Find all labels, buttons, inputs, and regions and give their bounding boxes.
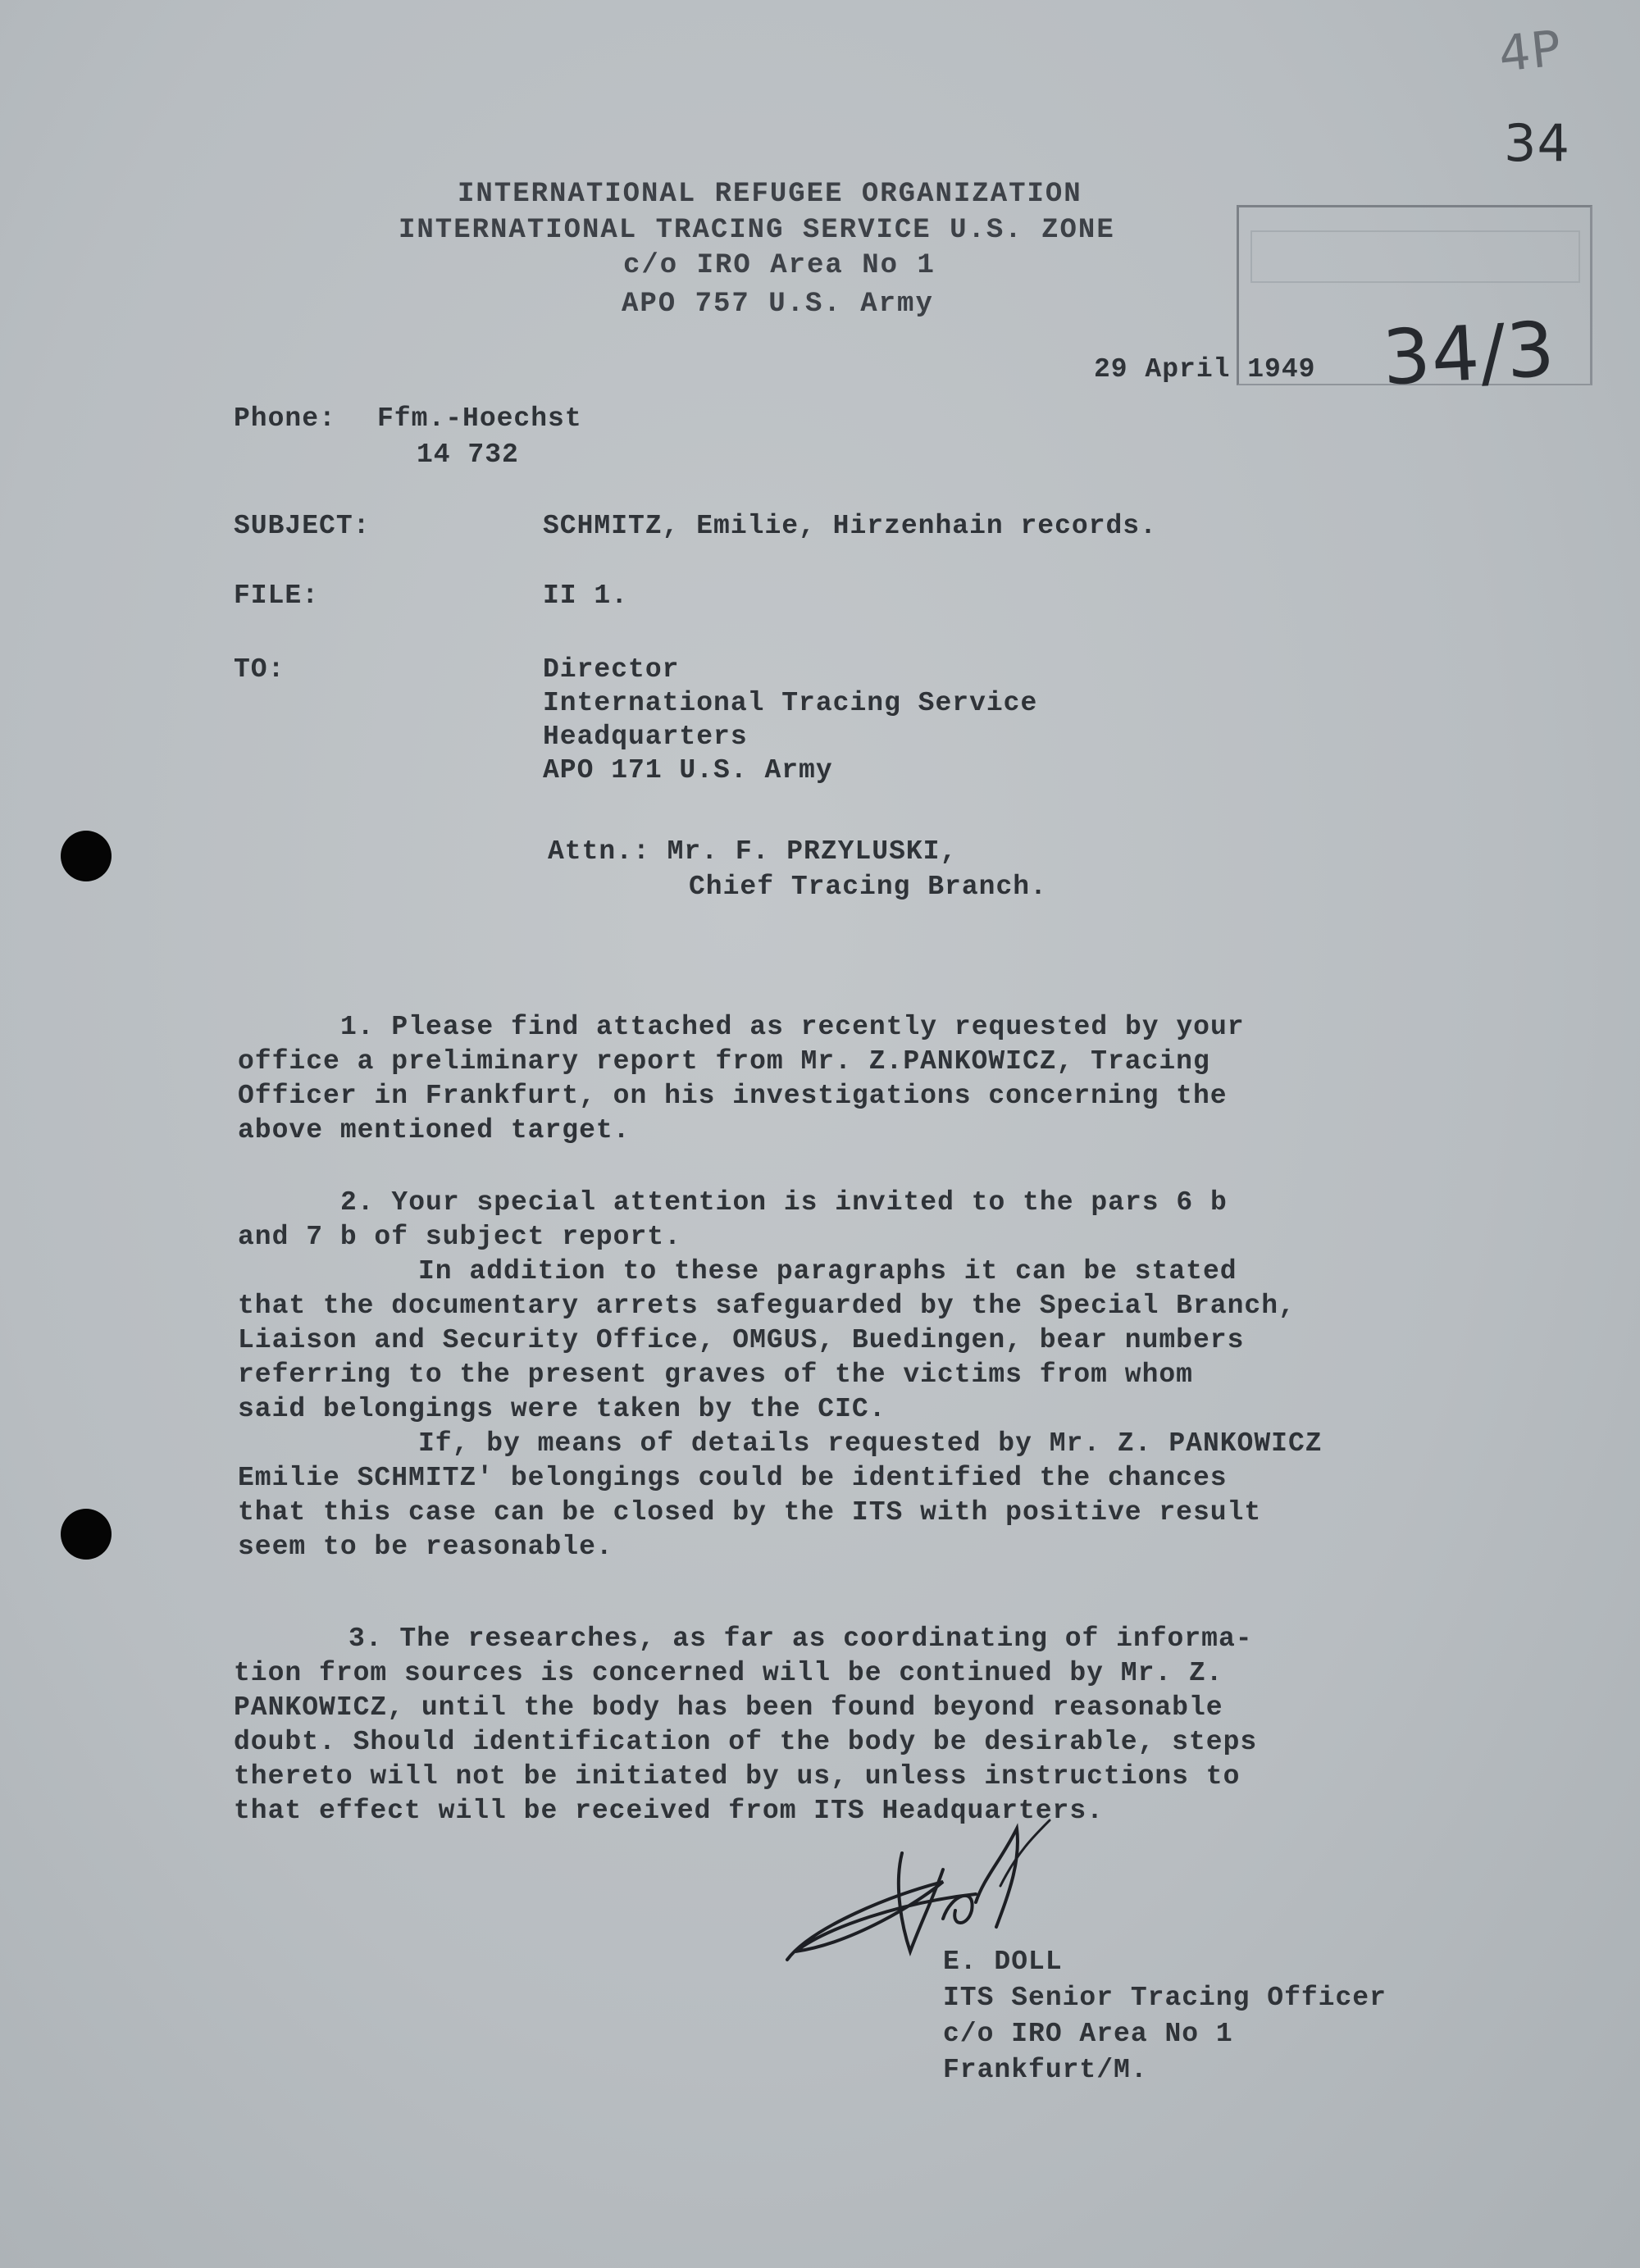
phone-number: 14 732 [417, 439, 519, 470]
paragraph-line: and 7 b of subject report. [238, 1222, 681, 1252]
handwritten-signature [779, 1804, 1058, 1968]
paragraph-line: that the documentary arrets safeguarded by the Special Branch, [238, 1291, 1296, 1321]
paragraph-line: above mentioned target. [238, 1115, 631, 1145]
page-number: 34 [1504, 113, 1570, 173]
paragraph-line: Officer in Frankfurt, on his investigations concerning the [238, 1081, 1228, 1111]
paragraph-line: Liaison and Security Office, OMGUS, Buedingen, bear numbers [238, 1325, 1245, 1355]
recipient-line: APO 171 U.S. Army [543, 755, 833, 786]
paragraph-line: 1. Please find attached as recently requested by your [340, 1012, 1245, 1042]
header-line-1: INTERNATIONAL REFUGEE ORGANIZATION [458, 179, 1082, 210]
recipient-address [543, 654, 1037, 786]
paragraph-3 [234, 1622, 1257, 1829]
recipient-line: Director [543, 654, 680, 685]
signatory-title: ITS Senior Tracing Officer [943, 1983, 1387, 2013]
paragraph-line: If, by means of details requested by Mr. Z. PANKOWICZ [418, 1428, 1323, 1459]
phone-label: Phone: [234, 403, 336, 434]
file-number-handwritten: 34/3 [1380, 305, 1558, 403]
punch-hole-top [61, 831, 112, 881]
to-label: TO: [234, 654, 285, 685]
paragraph-line: doubt. Should identification of the body be desirable, steps [234, 1727, 1258, 1757]
subject-value: SCHMITZ, Emilie, Hirzenhain records. [543, 511, 1157, 541]
subject-label: SUBJECT: [234, 511, 371, 541]
attention-line: Attn.: Mr. F. PRZYLUSKI, [548, 836, 958, 867]
attention-title: Chief Tracing Branch. [689, 872, 1047, 902]
phone-exchange: Ffm.-Hoechst [377, 403, 582, 434]
paragraph-line: that this case can be closed by the ITS with positive result [238, 1497, 1262, 1528]
paragraph-line: office a preliminary report from Mr. Z.PANKOWICZ, Tracing [238, 1046, 1210, 1077]
paragraph-line: In addition to these paragraphs it can be stated [418, 1256, 1237, 1287]
paragraph-line: said belongings were taken by the CIC. [238, 1394, 886, 1424]
header-line-3: c/o IRO Area No 1 [623, 250, 936, 281]
signatory-city: Frankfurt/M. [943, 2055, 1148, 2085]
paragraph-line: referring to the present graves of the victims from whom [238, 1359, 1193, 1390]
header-line-4: APO 757 U.S. Army [622, 289, 934, 320]
signatory-office: c/o IRO Area No 1 [943, 2019, 1233, 2049]
paragraph-line: 2. Your special attention is invited to the pars 6 b [340, 1187, 1228, 1218]
paragraph-line: tion from sources is concerned will be continued by Mr. Z. [234, 1658, 1223, 1688]
paragraph-line: thereto will not be initiated by us, unless instructions to [234, 1761, 1241, 1792]
paragraph-line: Emilie SCHMITZ' belongings could be identified the chances [238, 1463, 1228, 1493]
corner-pencil-mark: 4P [1496, 20, 1565, 84]
paragraph-line: 3. The researches, as far as coordinating of informa- [348, 1624, 1253, 1654]
paragraph-line: seem to be reasonable. [238, 1532, 613, 1562]
recipient-line: Headquarters [543, 722, 748, 752]
letter-date: 29 April 1949 [1094, 354, 1316, 385]
header-line-2: INTERNATIONAL TRACING SERVICE U.S. ZONE [399, 215, 1115, 246]
paragraph-1 [238, 1010, 1245, 1148]
paragraph-line: that effect will be received from ITS Headquarters. [234, 1796, 1104, 1826]
signatory-name: E. DOLL [943, 1947, 1063, 1977]
paragraph-2 [238, 1186, 1323, 1564]
recipient-line: International Tracing Service [543, 688, 1038, 718]
punch-hole-bottom [61, 1509, 112, 1560]
paragraph-line: PANKOWICZ, until the body has been found beyond reasonable [234, 1692, 1223, 1723]
file-value: II 1. [543, 581, 629, 611]
file-label: FILE: [234, 581, 320, 611]
